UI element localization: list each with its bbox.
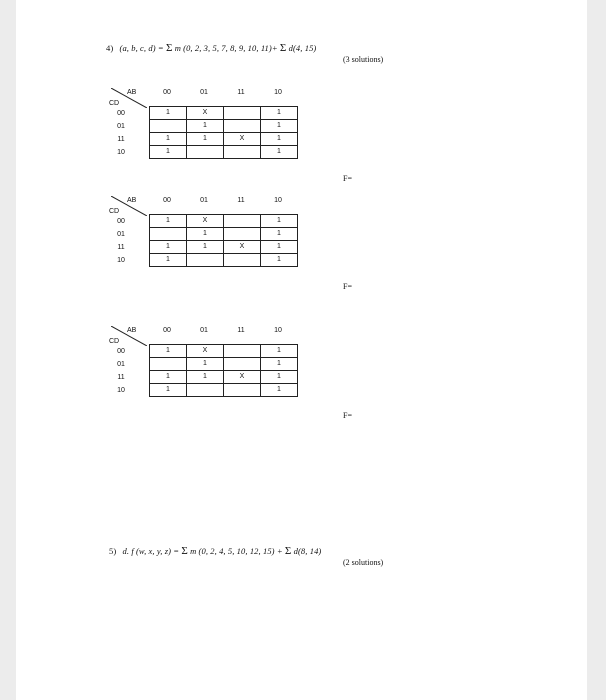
row-header: 10 bbox=[117, 257, 125, 264]
kmap-row bbox=[150, 254, 298, 267]
kmap-cell bbox=[224, 384, 261, 397]
kmap-cell bbox=[187, 384, 224, 397]
kmap-cell: 1 bbox=[261, 107, 298, 120]
kmap-row bbox=[150, 146, 298, 159]
sigma-symbol: Σ bbox=[284, 545, 292, 557]
column-header: 11 bbox=[237, 89, 245, 96]
kmap-cell: X bbox=[187, 345, 224, 358]
kmap-cell bbox=[224, 107, 261, 120]
kmap-cell: 1 bbox=[150, 146, 187, 159]
kmap-cell: 1 bbox=[150, 371, 187, 384]
problem-5-note: (2 solutions) bbox=[343, 558, 384, 567]
row-header: 01 bbox=[117, 123, 125, 130]
problem-5-function: d. f (w, x, y, z) = bbox=[122, 546, 182, 556]
kmap-row bbox=[150, 384, 298, 397]
ab-label: AB bbox=[127, 327, 137, 334]
column-header: 00 bbox=[163, 89, 171, 96]
kmap-cell bbox=[150, 358, 187, 371]
column-header: 01 bbox=[200, 89, 208, 96]
kmap-cell: 1 bbox=[150, 254, 187, 267]
problem-4-statement bbox=[106, 42, 316, 54]
column-header: 10 bbox=[274, 89, 282, 96]
f-answer-label: F= bbox=[343, 411, 352, 420]
kmap-cell: 1 bbox=[261, 228, 298, 241]
f-answer-label: F= bbox=[343, 174, 352, 183]
kmap-row bbox=[150, 345, 298, 358]
kmap-cell: 1 bbox=[261, 241, 298, 254]
ab-label: AB bbox=[127, 89, 137, 96]
cd-label: CD bbox=[109, 338, 120, 345]
kmap-cell bbox=[224, 345, 261, 358]
kmap-cell: 1 bbox=[187, 241, 224, 254]
row-header: 11 bbox=[117, 244, 125, 251]
kmap-cell: 1 bbox=[261, 133, 298, 146]
row-header: 01 bbox=[117, 231, 125, 238]
kmap-2 bbox=[109, 196, 309, 291]
kmap-cell bbox=[224, 146, 261, 159]
sigma-symbol: Σ bbox=[165, 42, 173, 54]
cd-label: CD bbox=[109, 100, 120, 107]
kmap-grid bbox=[149, 344, 298, 397]
kmap-cell bbox=[224, 358, 261, 371]
problem-4-function: (a, b, c, d) = bbox=[119, 43, 166, 53]
kmap-cell bbox=[150, 228, 187, 241]
cd-label: CD bbox=[109, 208, 120, 215]
kmap-cell: 1 bbox=[187, 133, 224, 146]
kmap-cell: 1 bbox=[187, 228, 224, 241]
kmap-cell: 1 bbox=[187, 358, 224, 371]
kmap-cell: 1 bbox=[261, 345, 298, 358]
kmap-cell: X bbox=[224, 133, 261, 146]
kmap-row bbox=[150, 241, 298, 254]
kmap-cell bbox=[150, 120, 187, 133]
kmap-cell bbox=[224, 228, 261, 241]
kmap-cell: 1 bbox=[187, 371, 224, 384]
kmap-cell bbox=[224, 254, 261, 267]
column-header: 11 bbox=[237, 197, 245, 204]
row-header: 11 bbox=[117, 374, 125, 381]
row-header: 00 bbox=[117, 110, 125, 117]
kmap-cell: 1 bbox=[150, 384, 187, 397]
kmap-cell bbox=[224, 215, 261, 228]
kmap-cell: 1 bbox=[150, 215, 187, 228]
column-header: 00 bbox=[163, 327, 171, 334]
problem-4-note: (3 solutions) bbox=[343, 55, 384, 64]
sigma-symbol: Σ bbox=[181, 545, 188, 557]
column-header: 10 bbox=[274, 327, 282, 334]
kmap-cell: 1 bbox=[261, 120, 298, 133]
kmap-cell bbox=[224, 120, 261, 133]
ab-label: AB bbox=[127, 197, 137, 204]
kmap-cell: 1 bbox=[261, 146, 298, 159]
kmap-cell: X bbox=[224, 241, 261, 254]
kmap-1 bbox=[109, 88, 309, 183]
kmap-cell bbox=[187, 254, 224, 267]
column-header: 11 bbox=[237, 327, 245, 334]
column-header: 00 bbox=[163, 197, 171, 204]
kmap-cell: 1 bbox=[150, 241, 187, 254]
row-header: 10 bbox=[117, 387, 125, 394]
kmap-cell: 1 bbox=[150, 107, 187, 120]
sigma-symbol: Σ bbox=[279, 42, 287, 54]
kmap-grid bbox=[149, 106, 298, 159]
kmap-row bbox=[150, 371, 298, 384]
kmap-3 bbox=[109, 326, 309, 421]
kmap-cell: 1 bbox=[261, 384, 298, 397]
kmap-cell: X bbox=[187, 215, 224, 228]
kmap-row bbox=[150, 228, 298, 241]
row-header: 01 bbox=[117, 361, 125, 368]
column-header: 01 bbox=[200, 197, 208, 204]
row-header: 11 bbox=[117, 136, 125, 143]
kmap-cell bbox=[187, 146, 224, 159]
kmap-row bbox=[150, 215, 298, 228]
kmap-cell: 1 bbox=[261, 371, 298, 384]
problem-5-dontcares: d(8, 14) bbox=[293, 546, 322, 556]
kmap-cell: 1 bbox=[261, 215, 298, 228]
column-header: 01 bbox=[200, 327, 208, 334]
kmap-row bbox=[150, 107, 298, 120]
kmap-cell: X bbox=[187, 107, 224, 120]
kmap-cell: 1 bbox=[150, 133, 187, 146]
kmap-cell: 1 bbox=[150, 345, 187, 358]
problem-4-number: 4) bbox=[106, 43, 114, 53]
document-page bbox=[16, 0, 587, 700]
kmap-cell: 1 bbox=[261, 254, 298, 267]
column-header: 10 bbox=[274, 197, 282, 204]
problem-4-dontcares: d(4, 15) bbox=[288, 43, 317, 53]
problem-5-minterms: m (0, 2, 4, 5, 10, 12, 15) + bbox=[190, 546, 285, 556]
problem-5-number: 5) bbox=[109, 546, 117, 556]
kmap-cell: 1 bbox=[187, 120, 224, 133]
kmap-grid bbox=[149, 214, 298, 267]
kmap-row bbox=[150, 133, 298, 146]
row-header: 00 bbox=[117, 218, 125, 225]
kmap-cell: X bbox=[224, 371, 261, 384]
row-header: 10 bbox=[117, 149, 125, 156]
kmap-cell: 1 bbox=[261, 358, 298, 371]
kmap-row bbox=[150, 358, 298, 371]
problem-4-minterms: m (0, 2, 3, 5, 7, 8, 9, 10, 11)+ bbox=[174, 43, 280, 53]
problem-5-statement bbox=[109, 545, 321, 557]
row-header: 00 bbox=[117, 348, 125, 355]
kmap-row bbox=[150, 120, 298, 133]
f-answer-label: F= bbox=[343, 282, 352, 291]
